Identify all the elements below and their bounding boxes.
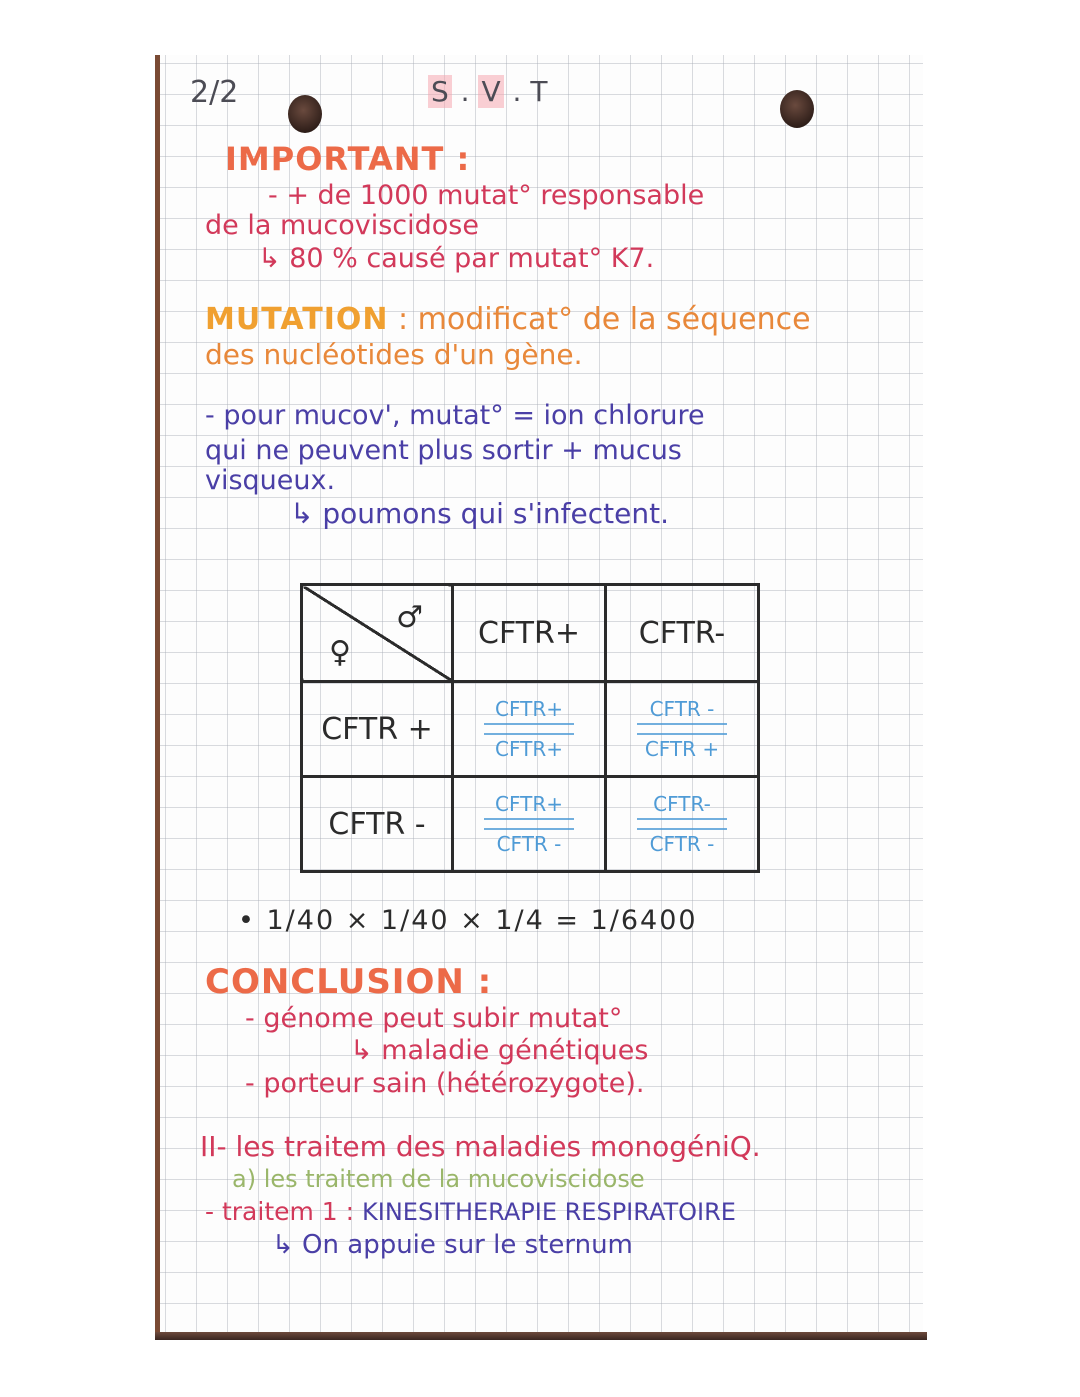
probability-calculation: • 1/40 × 1/40 × 1/4 = 1/6400: [238, 905, 698, 936]
genotype-cell: [453, 682, 606, 777]
column-header: CFTR-: [606, 585, 759, 682]
punnett-square: [300, 583, 760, 873]
row-header: CFTR +: [302, 682, 453, 777]
allele-bottom: CFTR -: [649, 832, 715, 856]
section-title: II- les traitem des maladies monogéniQ.: [200, 1130, 761, 1163]
genotype-cell: [453, 777, 606, 872]
chromosome-bar: [637, 818, 727, 820]
note-line: visqueux.: [205, 465, 336, 496]
conclusion-line: - porteur sain (hétérozygote).: [245, 1068, 645, 1099]
binder-hole-icon: [780, 90, 814, 128]
conclusion-line: - génome peut subir mutat°: [245, 1003, 623, 1034]
note-line: qui ne peuvent plus sortir + mucus: [205, 435, 682, 466]
treatment-item: [205, 1197, 736, 1226]
allele-bottom: CFTR -: [496, 832, 562, 856]
mutation-definition: [205, 302, 811, 337]
page-number: 2/2: [190, 75, 239, 110]
allele-bottom: CFTR +: [644, 737, 720, 761]
treatment-detail: ↳ On appuie sur le sternum: [272, 1230, 633, 1260]
treatment-label: - traitem 1 :: [205, 1197, 355, 1226]
important-line: de la mucoviscidose: [205, 210, 479, 241]
subject-title: S . V . T: [428, 75, 547, 108]
page-bottom-edge: [155, 1332, 927, 1340]
allele-top: CFTR+: [495, 697, 563, 721]
genotype-cell: [606, 682, 759, 777]
chromosome-bar: [484, 723, 574, 725]
mutation-definition-line: des nucléotides d'un gène.: [205, 338, 583, 371]
mutation-definition-text: : modificat° de la séquence: [398, 302, 811, 337]
chromosome-bar: [484, 733, 574, 735]
chromosome-bar: [637, 733, 727, 735]
subject-letter: S: [428, 75, 452, 108]
important-line: - + de 1000 mutat° responsable: [268, 180, 705, 211]
section-subtitle: a) les traitem de la mucoviscidose: [232, 1165, 645, 1193]
treatment-name: KINESITHERAPIE RESPIRATOIRE: [362, 1198, 736, 1226]
row-header: CFTR -: [302, 777, 453, 872]
chromosome-bar: [637, 828, 727, 830]
conclusion-heading: CONCLUSION :: [205, 962, 493, 1002]
page-left-edge: [155, 55, 160, 1338]
subject-letter: T: [530, 75, 548, 108]
chromosome-bar: [484, 818, 574, 820]
note-line: ↳ poumons qui s'infectent.: [290, 497, 669, 530]
conclusion-line: ↳ maladie génétiques: [350, 1035, 649, 1066]
allele-top: CFTR-: [653, 792, 711, 816]
mutation-term: MUTATION: [205, 302, 389, 337]
male-symbol-icon: ♂: [396, 600, 423, 635]
genotype-cell: [606, 777, 759, 872]
subject-letter: V: [478, 75, 503, 108]
female-symbol-icon: ♀: [329, 635, 351, 670]
punnett-corner: [302, 585, 453, 682]
allele-bottom: CFTR+: [495, 737, 563, 761]
allele-top: CFTR+: [495, 792, 563, 816]
note-line: - pour mucov', mutat° = ion chlorure: [205, 400, 705, 431]
allele-top: CFTR -: [649, 697, 715, 721]
binder-hole-icon: [288, 95, 322, 133]
chromosome-bar: [484, 828, 574, 830]
important-line: ↳ 80 % causé par mutat° K7.: [258, 243, 655, 274]
chromosome-bar: [637, 723, 727, 725]
important-heading: IMPORTANT :: [225, 140, 471, 178]
column-header: CFTR+: [453, 585, 606, 682]
